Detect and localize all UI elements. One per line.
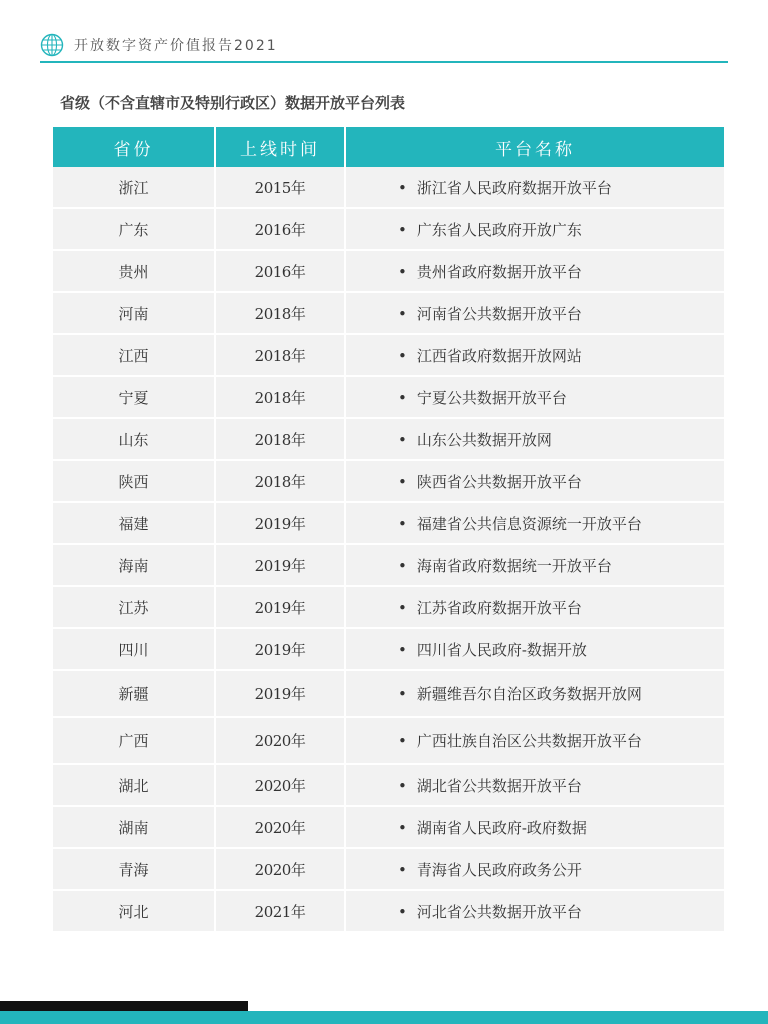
platform-name: 贵州省政府数据开放平台 bbox=[416, 262, 582, 281]
table-header-row bbox=[53, 127, 724, 167]
bullet-icon: • bbox=[398, 472, 407, 491]
footer-bar-teal bbox=[0, 1011, 768, 1024]
province-cell: 贵州 bbox=[53, 250, 215, 292]
bullet-icon: • bbox=[398, 598, 407, 617]
platform-table bbox=[53, 127, 724, 933]
bullet-icon: • bbox=[398, 388, 407, 407]
province-cell: 广西 bbox=[53, 717, 215, 764]
platform-name-cell bbox=[345, 764, 724, 806]
bullet-icon: • bbox=[398, 220, 407, 239]
bullet-icon: • bbox=[398, 818, 407, 837]
platform-name-cell bbox=[345, 376, 724, 418]
platform-name-cell bbox=[345, 717, 724, 764]
column-header-platform-name: 平台名称 bbox=[345, 127, 724, 167]
bullet-icon: • bbox=[398, 262, 407, 281]
province-cell: 河北 bbox=[53, 890, 215, 932]
table-row bbox=[53, 890, 724, 932]
launch-year-cell: 2019年 bbox=[215, 502, 345, 544]
launch-year-cell: 2021年 bbox=[215, 890, 345, 932]
column-header-launch-year: 上线时间 bbox=[215, 127, 345, 167]
launch-year-cell: 2020年 bbox=[215, 717, 345, 764]
province-cell: 河南 bbox=[53, 292, 215, 334]
bullet-icon: • bbox=[398, 640, 407, 659]
table-row bbox=[53, 628, 724, 670]
table-row bbox=[53, 848, 724, 890]
platform-name-cell bbox=[345, 806, 724, 848]
platform-name-cell bbox=[345, 250, 724, 292]
platform-name-cell bbox=[345, 628, 724, 670]
table-row bbox=[53, 460, 724, 502]
table-row bbox=[53, 334, 724, 376]
table-row bbox=[53, 208, 724, 250]
table-row bbox=[53, 502, 724, 544]
platform-name-cell bbox=[345, 334, 724, 376]
launch-year-cell: 2018年 bbox=[215, 376, 345, 418]
platform-name: 湖南省人民政府-政府数据 bbox=[416, 818, 587, 837]
platform-name-cell bbox=[345, 848, 724, 890]
table-row bbox=[53, 586, 724, 628]
platform-name: 宁夏公共数据开放平台 bbox=[416, 388, 567, 407]
province-cell: 新疆 bbox=[53, 670, 215, 717]
table-row bbox=[53, 418, 724, 460]
launch-year-cell: 2018年 bbox=[215, 418, 345, 460]
platform-name: 广西壮族自治区公共数据开放平台 bbox=[416, 732, 642, 750]
launch-year-cell: 2019年 bbox=[215, 670, 345, 717]
platform-name-cell bbox=[345, 208, 724, 250]
platform-name: 湖北省公共数据开放平台 bbox=[416, 776, 582, 795]
platform-name: 河南省公共数据开放平台 bbox=[416, 304, 582, 323]
page-header bbox=[40, 30, 728, 60]
table-row bbox=[53, 670, 724, 717]
platform-name: 陕西省公共数据开放平台 bbox=[416, 472, 582, 491]
platform-name: 四川省人民政府-数据开放 bbox=[416, 640, 587, 659]
province-cell: 陕西 bbox=[53, 460, 215, 502]
footer-bar-black bbox=[0, 1001, 248, 1011]
platform-name: 山东公共数据开放网 bbox=[416, 430, 552, 449]
bullet-icon: • bbox=[398, 776, 407, 795]
platform-name: 河北省公共数据开放平台 bbox=[416, 902, 582, 921]
launch-year-cell: 2019年 bbox=[215, 544, 345, 586]
platform-name-cell bbox=[345, 670, 724, 717]
platform-name-cell bbox=[345, 460, 724, 502]
province-cell: 江西 bbox=[53, 334, 215, 376]
launch-year-cell: 2019年 bbox=[215, 586, 345, 628]
globe-icon bbox=[40, 33, 64, 57]
province-cell: 四川 bbox=[53, 628, 215, 670]
province-cell: 宁夏 bbox=[53, 376, 215, 418]
launch-year-cell: 2020年 bbox=[215, 848, 345, 890]
bullet-icon: • bbox=[398, 732, 407, 750]
province-cell: 海南 bbox=[53, 544, 215, 586]
launch-year-cell: 2020年 bbox=[215, 764, 345, 806]
bullet-icon: • bbox=[398, 556, 407, 575]
platform-name: 江西省政府数据开放网站 bbox=[416, 346, 582, 365]
header-divider bbox=[40, 61, 728, 63]
table-row bbox=[53, 764, 724, 806]
table-row bbox=[53, 250, 724, 292]
platform-name-cell bbox=[345, 890, 724, 932]
bullet-icon: • bbox=[398, 304, 407, 323]
bullet-icon: • bbox=[398, 514, 407, 533]
platform-name: 新疆维吾尔自治区政务数据开放网 bbox=[416, 685, 642, 703]
launch-year-cell: 2016年 bbox=[215, 250, 345, 292]
launch-year-cell: 2016年 bbox=[215, 208, 345, 250]
table-row bbox=[53, 806, 724, 848]
platform-name: 江苏省政府数据开放平台 bbox=[416, 598, 582, 617]
column-header-province: 省份 bbox=[53, 127, 215, 167]
launch-year-cell: 2020年 bbox=[215, 806, 345, 848]
province-cell: 浙江 bbox=[53, 167, 215, 208]
table-body bbox=[53, 167, 724, 932]
platform-name-cell bbox=[345, 418, 724, 460]
province-cell: 广东 bbox=[53, 208, 215, 250]
platform-name: 海南省政府数据统一开放平台 bbox=[416, 556, 612, 575]
table-row bbox=[53, 544, 724, 586]
province-cell: 湖北 bbox=[53, 764, 215, 806]
province-cell: 青海 bbox=[53, 848, 215, 890]
platform-name-cell bbox=[345, 586, 724, 628]
launch-year-cell: 2018年 bbox=[215, 334, 345, 376]
launch-year-cell: 2019年 bbox=[215, 628, 345, 670]
bullet-icon: • bbox=[398, 685, 407, 703]
province-cell: 山东 bbox=[53, 418, 215, 460]
table-row bbox=[53, 376, 724, 418]
report-title: 开放数字资产价值报告2021 bbox=[74, 38, 278, 54]
platform-name-cell bbox=[345, 292, 724, 334]
platform-name: 浙江省人民政府数据开放平台 bbox=[416, 178, 612, 197]
province-cell: 福建 bbox=[53, 502, 215, 544]
platform-name: 福建省公共信息资源统一开放平台 bbox=[416, 514, 642, 533]
table-row bbox=[53, 717, 724, 764]
launch-year-cell: 2015年 bbox=[215, 167, 345, 208]
platform-name-cell bbox=[345, 502, 724, 544]
launch-year-cell: 2018年 bbox=[215, 460, 345, 502]
table-row bbox=[53, 292, 724, 334]
bullet-icon: • bbox=[398, 860, 407, 879]
table-row bbox=[53, 167, 724, 208]
province-cell: 湖南 bbox=[53, 806, 215, 848]
bullet-icon: • bbox=[398, 902, 407, 921]
bullet-icon: • bbox=[398, 178, 407, 197]
launch-year-cell: 2018年 bbox=[215, 292, 345, 334]
platform-name-cell bbox=[345, 167, 724, 208]
bullet-icon: • bbox=[398, 346, 407, 365]
bullet-icon: • bbox=[398, 430, 407, 449]
platform-name: 广东省人民政府开放广东 bbox=[416, 220, 582, 239]
province-cell: 江苏 bbox=[53, 586, 215, 628]
section-title: 省级（不含直辖市及特别行政区）数据开放平台列表 bbox=[60, 94, 406, 112]
platform-name-cell bbox=[345, 544, 724, 586]
platform-name: 青海省人民政府政务公开 bbox=[416, 860, 582, 879]
